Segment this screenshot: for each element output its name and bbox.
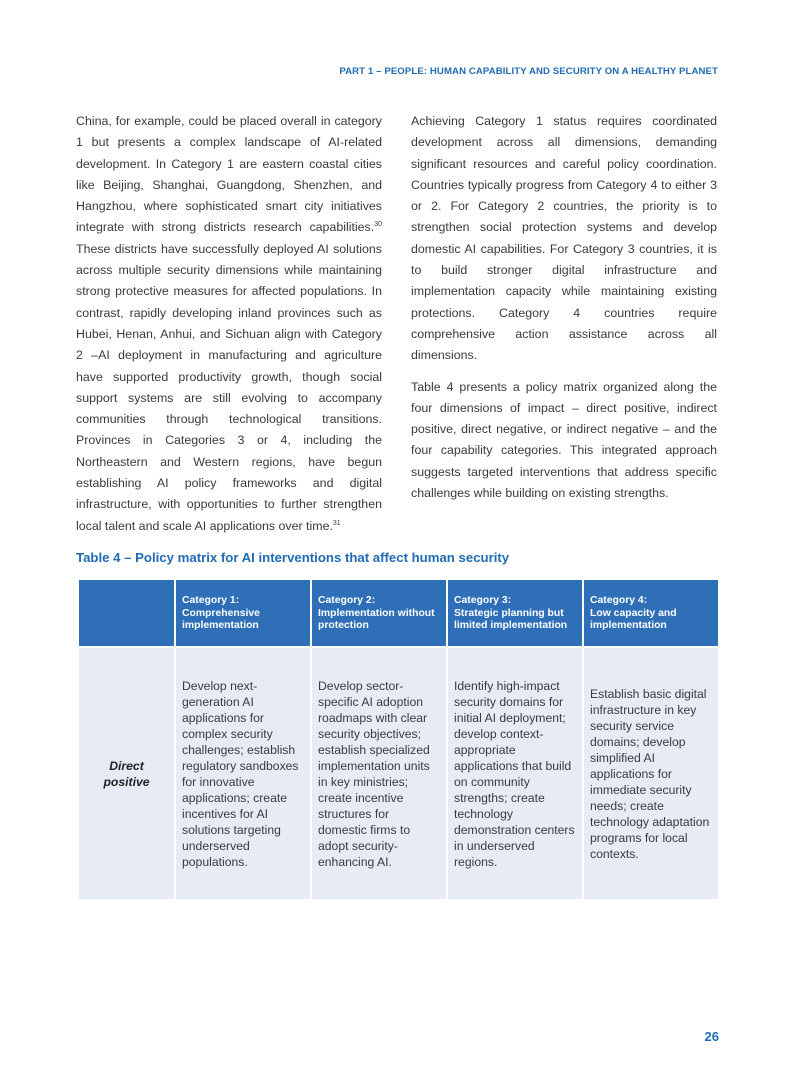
running-header: PART 1 – PEOPLE: HUMAN CAPABILITY AND SECURITY ON A HEALTHY PLANET bbox=[339, 66, 718, 77]
column-header-desc: Low capacity and implementation bbox=[590, 608, 677, 631]
left-paragraph bbox=[76, 111, 382, 537]
column-header-category-3 bbox=[447, 580, 583, 647]
policy-matrix-table bbox=[77, 580, 720, 899]
column-header-label: Category 1: bbox=[182, 594, 240, 606]
right-paragraph-1: Achieving Category 1 status requires coordinated development across all dimensions, demanding significant resources and careful policy coordination. Countries typically progress from Category 4 to either 3 or 2. For Category 2 countries, the priority is to strengthen social protection systems and develop domestic AI capabilities. For Category 3 countries, it is to build stronger digital infrastructure and implementation capacity while maintaining existing protections. Category 4 countries require comprehensive action assistance across all dimensions. bbox=[411, 114, 717, 363]
table-title: Table 4 – Policy matrix for AI interventions that affect human security bbox=[76, 550, 510, 565]
footnote-ref-31[interactable]: 31 bbox=[332, 519, 341, 527]
column-header-label: Category 4: bbox=[590, 594, 648, 606]
column-header-category-4 bbox=[583, 580, 719, 647]
page-number: 26 bbox=[704, 1029, 719, 1044]
column-header-category-2 bbox=[311, 580, 447, 647]
column-header-label: Category 2: bbox=[318, 594, 376, 606]
column-header-desc: Strategic planning but limited implementation bbox=[454, 608, 568, 631]
footnote-ref-30[interactable]: 30 bbox=[374, 221, 382, 229]
column-header-desc: Implementation without protection bbox=[318, 608, 435, 631]
table-header-row bbox=[78, 580, 719, 647]
table-cell: Identify high-impact security domains for initial AI deployment; develop context-appropriate applications that build on community strengths; create technology demonstration centers in underserved regions. bbox=[447, 647, 583, 899]
column-header-desc: Comprehensive implementation bbox=[182, 608, 260, 631]
table-corner-cell bbox=[78, 580, 175, 647]
left-paragraph-text-2: These districts have successfully deployed AI solutions across multiple security dimensions while maintaining strong protective measures for affected populations. In contrast, rapidly developing inland provinces such as Hubei, Henan, Anhui, and Sichuan align with Category 2 –AI deployment in manufacturing and agriculture have supported productivity growth, though social support systems are still evolving to accompany communities through technological transitions. Provinces in Categories 3 or 4, including the Northeastern and Western regions, have begun establishing AI policy frameworks and digital infrastructure, with opportunities to further strengthen local talent and scale AI applications over time. bbox=[76, 241, 382, 533]
table-row bbox=[78, 647, 719, 899]
column-header-label: Category 3: bbox=[454, 594, 512, 606]
left-column bbox=[76, 111, 382, 547]
row-header-direct-positive: Direct positive bbox=[78, 647, 175, 899]
table-cell: Develop next-generation AI applications for complex security challenges; establish regulatory sandboxes for innovative applications; create incentives for AI solutions targeting underserved populations. bbox=[175, 647, 311, 899]
left-paragraph-text-1: China, for example, could be placed overall in category 1 but presents a complex landscape of AI-related development. In Category 1 are eastern coastal cities like Beijing, Shanghai, Guangdong, Shenzhen, and Hangzhou, where sophisticated smart city initiatives integrate with strong districts research capabilities. bbox=[76, 114, 382, 235]
right-column bbox=[411, 111, 717, 514]
table-cell: Develop sector-specific AI adoption roadmaps with clear security objectives; establish specialized implementation units in key ministries; create incentive structures for domestic firms to adopt security-enhancing AI. bbox=[311, 647, 447, 899]
right-paragraph-2: Table 4 presents a policy matrix organized along the four dimensions of impact – direct positive, indirect positive, direct negative, or indirect negative – and the four capability categories. This integrated approach suggests targeted interventions that address specific challenges while building on existing strengths. bbox=[411, 379, 717, 501]
column-header-category-1 bbox=[175, 580, 311, 647]
table-cell: Establish basic digital infrastructure in key security service domains; develop simplified AI applications for immediate security needs; create technology adaptation programs for local contexts. bbox=[583, 647, 719, 899]
